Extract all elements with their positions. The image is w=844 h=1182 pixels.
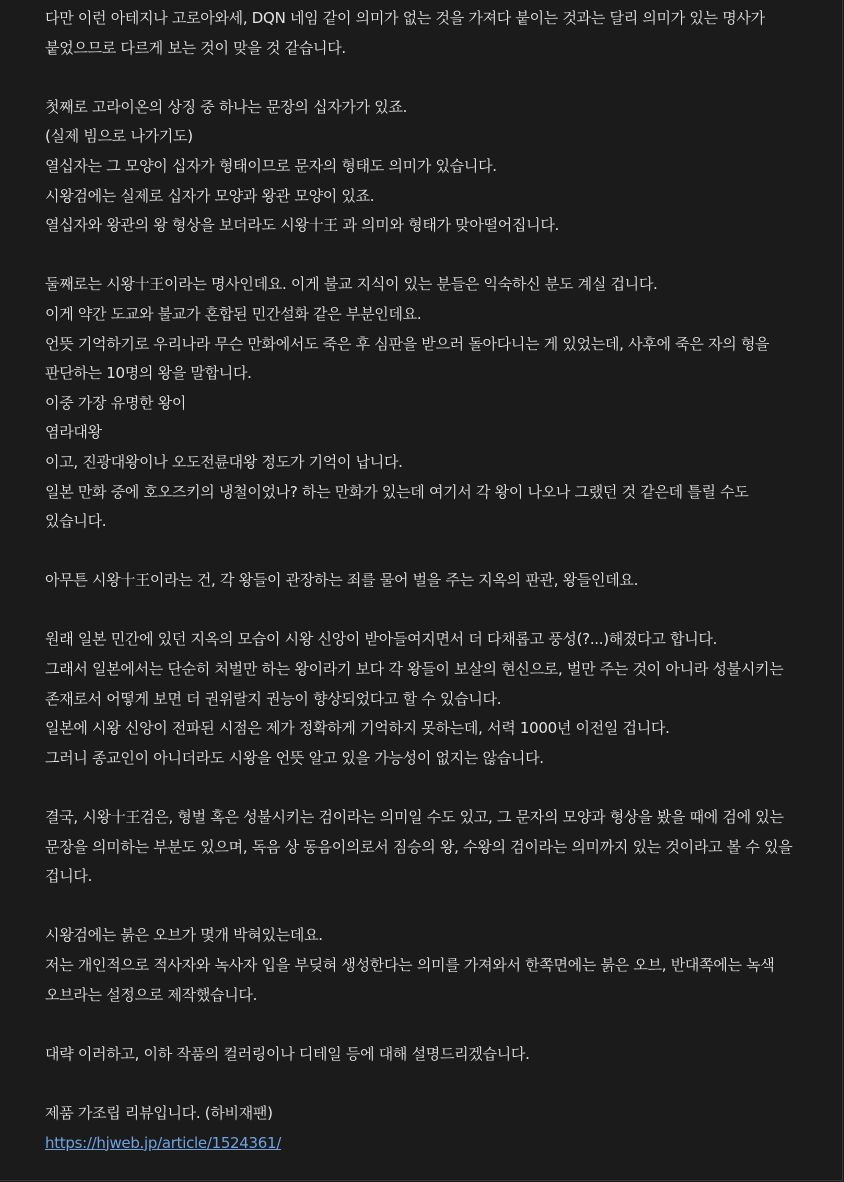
paragraph: 그러니 종교인이 아니더라도 시왕을 언뜻 알고 있을 가능성이 없지는 않습니다. (45, 748, 544, 767)
paragraph: 열십자는 그 모양이 십자가 형태이므로 문자의 형태도 의미가 있습니다. (45, 156, 497, 175)
blank-line (45, 537, 813, 567)
paragraph: 그래서 일본에서는 단순히 처벌만 하는 왕이라기 보다 각 왕들이 보살의 현신으로, 벌만 주는 것이 아니라 성불시키는 존재로서 어떻게 보면 더 권위랄지 권능이 향상되었다고 할 수 있습니다. (45, 660, 784, 708)
blank-line (45, 1069, 813, 1099)
paragraph: 저는 개인적으로 적사자와 녹사자 입을 부딪혀 생성한다는 의미를 가져와서 한쪽면에는 붉은 오브, 반대쪽에는 녹색 오브라는 설정으로 제작했습니다. (45, 956, 775, 1004)
paragraph: 다만 이런 아테지나 고로아와세, DQN 네임 같이 의미가 없는 것을 가져다 붙이는 것과는 달리 의미가 있는 명사가 붙었으므로 다르게 보는 것이 맞을 것 같습니다. (45, 9, 765, 57)
paragraph: 제품 가조립 리뷰입니다. (하비재팬) (45, 1103, 273, 1122)
article-link[interactable]: https://hjweb.jp/article/1524361/ (45, 1133, 282, 1152)
blank-line (45, 1010, 813, 1040)
paragraph: 일본에 시왕 신앙이 전파된 시점은 제가 정확하게 기억하지 못하는데, 서력 1000년 이전일 겁니다. (45, 719, 670, 738)
paragraph: 이중 가장 유명한 왕이 (45, 393, 187, 412)
paragraph: 일본 만화 중에 호오즈키의 냉철이었나? 하는 만화가 있는데 여기서 각 왕이 나오나 그랬던 것 같은데 틀릴 수도 있습니다. (45, 482, 749, 531)
paragraph: 원래 일본 민간에 있던 지옥의 모습이 시왕 신앙이 받아들여지면서 더 다채롭고 풍성(?...)해졌다고 합니다. (45, 630, 718, 649)
blank-line (45, 241, 813, 271)
paragraph: 결국, 시왕十王검은, 형벌 혹은 성불시키는 검이라는 의미일 수도 있고, 그 문자의 모양과 형상을 봤을 때에 검에 있는 문장을 의미하는 부분도 있으며, 독음 상 동음이의로서 짐승의 왕, 수왕의 검이라는 의미까지 있는 것이라고 볼 수 있을 겁니다. (45, 808, 793, 886)
paragraph: 아무튼 시왕十王이라는 건, 각 왕들이 관장하는 죄를 물어 벌을 주는 지옥의 판관, 왕들인데요. (45, 571, 639, 590)
blank-line (45, 773, 813, 803)
paragraph: 언뜻 기억하기로 우리나라 무슨 만화에서도 죽은 후 심판을 받으러 돌아다니는 게 있었는데, 사후에 죽은 자의 형을 판단하는 10명의 왕을 말합니다. (45, 334, 770, 383)
link-line (45, 1129, 813, 1159)
paragraph: 염라대왕 (45, 423, 102, 442)
blank-line (45, 63, 813, 93)
paragraph: 열십자와 왕관의 왕 형상을 보더라도 시왕十王 과 의미와 형태가 맞아떨어집니다. (45, 216, 559, 235)
paragraph: 둘째로는 시왕十王이라는 명사인데요. 이게 불교 지식이 있는 분들은 익숙하신 분도 계실 겁니다. (45, 275, 658, 294)
blank-line (45, 596, 813, 626)
paragraph: 시왕검에는 붉은 오브가 몇개 박혀있는데요. (45, 926, 323, 945)
paragraph: 이게 약간 도교와 불교가 혼합된 민간설화 같은 부분인데요. (45, 304, 422, 323)
blank-line (45, 892, 813, 922)
article-body (45, 4, 813, 1158)
paragraph: 첫째로 고라이온의 상징 중 하나는 문장의 십자가가 있죠. (45, 97, 408, 116)
paragraph: 시왕검에는 실제로 십자가 모양과 왕관 모양이 있죠. (45, 186, 375, 205)
paragraph: 대략 이러하고, 이하 작품의 컬러링이나 디테일 등에 대해 설명드리겠습니다. (45, 1044, 530, 1063)
paragraph: (실제 빔으로 나가기도) (45, 127, 193, 146)
paragraph: 이고, 진광대왕이나 오도전륜대왕 정도가 기억이 납니다. (45, 452, 403, 471)
